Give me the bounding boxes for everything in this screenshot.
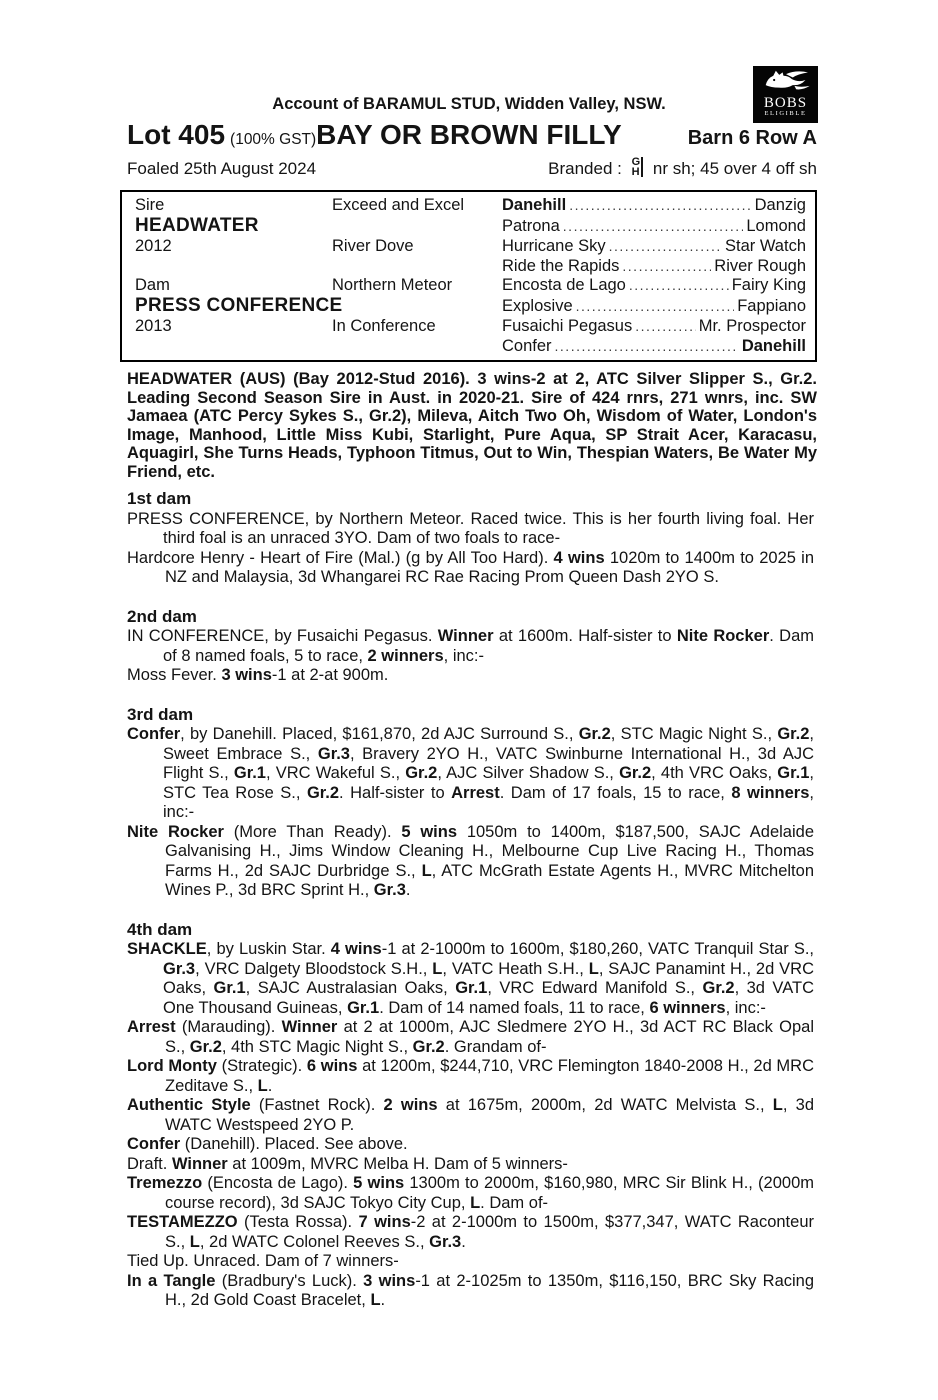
ancestor-parent: Lomond bbox=[746, 216, 806, 235]
dam-section-1 bbox=[127, 489, 814, 588]
pedigree-paragraph: Tremezzo (Encosta de Lago). 5 wins 1300m to 2000m, $160,980, MRC Sir Blink H., (2000m course record), 3d SAJC Tokyo City Cup, L. Dam of- bbox=[127, 1174, 814, 1212]
section-heading: 4th dam bbox=[127, 919, 193, 939]
dam-section-paragraphs bbox=[127, 725, 814, 901]
branded-info bbox=[548, 156, 817, 179]
section-heading: 2nd dam bbox=[127, 606, 197, 626]
title-bar bbox=[127, 119, 817, 151]
pedigree-row bbox=[502, 196, 806, 215]
pedigree-row bbox=[502, 217, 806, 236]
ancestor-name: Ride the Rapids bbox=[502, 256, 620, 275]
dot-leader bbox=[635, 317, 695, 336]
pedigree-paragraph: Tied Up. Unraced. Dam of 7 winners- bbox=[127, 1252, 399, 1270]
brand-mark-bottom: H bbox=[631, 166, 640, 178]
ancestor-parent: Mr. Prospector bbox=[698, 317, 806, 336]
dam-year: 2013 bbox=[135, 317, 172, 336]
pedigree-paragraph: In a Tangle (Bradbury's Luck). 3 wins-1 at 2-1025m to 1350m, $116,150, BRC Sky Racing H., 2d Gold Coast Bracelet, L. bbox=[127, 1271, 815, 1309]
ancestor-parent: Fappiano bbox=[737, 296, 806, 315]
sire-label: Sire bbox=[135, 196, 165, 215]
dot-leader bbox=[622, 257, 711, 276]
pedigree-paragraph: Draft. Winner at 1009m, MVRC Melba H. Dam of 5 winners- bbox=[127, 1154, 568, 1173]
gst-note: (100% GST) bbox=[230, 131, 317, 148]
dam-section-3 bbox=[127, 705, 814, 901]
pedigree-paragraph: Lord Monty (Strategic). 6 wins at 1200m, $244,710, VRC Flemington 1840-2008 H., 2d MRC Zeditave S., L. bbox=[127, 1057, 814, 1095]
pedigree-paragraph: IN CONFERENCE, by Fusaichi Pegasus. Winner at 1600m. Half-sister to Nite Rocker. Dam of 8 named foals, 5 to race, 2 winners, inc:- bbox=[127, 627, 814, 665]
section-heading: 1st dam bbox=[127, 489, 192, 508]
pedigree-row bbox=[502, 276, 806, 295]
dot-leader bbox=[563, 217, 744, 236]
ancestor-name: Explosive bbox=[502, 296, 573, 315]
horse-description-title: BAY OR BROWN FILLY bbox=[316, 119, 622, 150]
barn-position: Barn 6 Row A bbox=[687, 127, 817, 149]
branded-label: Branded : bbox=[548, 159, 627, 178]
ancestor-parent: Star Watch bbox=[725, 237, 806, 256]
dam-section-paragraphs bbox=[127, 940, 814, 1311]
sire-summary: HEADWATER (AUS) (Bay 2012-Stud 2016). 3 wins-2 at 2, ATC Silver Slipper S., Gr.2. Leading Second Season Sire in Aust. in 2020-21. Sire of 424 rnrs, 271 wnrs, inc. SW Jamaea (ATC Percy Sykes S., Gr.2), Mileva, Aitch Two Oh, Wisdom of Water, London's Image, Manhood, Little Miss Kubi, Starlight, Pure Aqua, SP Strait Acer, Karacasu, Aquagirl, She Turns Heads, Typhoon Titmus, Out to Win, Thespian Waters, Be Water My Friend, etc. bbox=[127, 370, 817, 481]
ancestor-parent: Danehill bbox=[741, 336, 806, 355]
bobs-title: BOBS bbox=[763, 95, 808, 111]
foaled-date: Foaled 25th August 2024 bbox=[127, 159, 317, 178]
pedigree-table bbox=[120, 190, 817, 362]
pedigree-paragraph: TESTAMEZZO (Testa Rossa). 7 wins-2 at 2-1000m to 1500m, $377,347, WATC Raconteur S., L, 2d WATC Colonel Reeves S., Gr.3. bbox=[127, 1213, 814, 1251]
bobs-horse-icon bbox=[760, 69, 812, 91]
dot-leader bbox=[576, 297, 735, 316]
bobs-subtitle: ELIGIBLE bbox=[764, 110, 807, 117]
ancestor-parent: Danzig bbox=[754, 196, 806, 215]
lot-number: Lot 405 bbox=[127, 119, 226, 150]
sire-dam: River Dove bbox=[332, 237, 414, 256]
foal-brand-bar bbox=[127, 156, 817, 179]
pedigree-paragraph: PRESS CONFERENCE, by Northern Meteor. Raced twice. This is her fourth living foal. Her third foal is an unraced 3YO. Dam of two foals to race- bbox=[127, 509, 814, 547]
pedigree-row bbox=[502, 297, 806, 316]
ancestor-name: Fusaichi Pegasus bbox=[502, 317, 633, 336]
dot-leader bbox=[555, 337, 739, 356]
pedigree-paragraph: Nite Rocker (More Than Ready). 5 wins 1050m to 1400m, $187,500, SAJC Adelaide Galvanising H., Jims Window Cleaning H., Melbourne Cup Live Racing H., Thomas Farms H., 2d SAJC Durbridge S., L, ATC McGrath Estate Agents H., MVRC Mitchelton Wines P., 3d BRC Sprint H., Gr.3. bbox=[127, 822, 815, 899]
dam-dam: In Conference bbox=[332, 317, 436, 336]
account-line: Account of BARAMUL STUD, Widden Valley, NSW. bbox=[272, 95, 666, 113]
pedigree-paragraph: Confer (Danehill). Placed. See above. bbox=[127, 1135, 408, 1153]
dot-leader bbox=[629, 276, 729, 295]
dam-sections bbox=[127, 489, 814, 1311]
pedigree-paragraph: SHACKLE, by Luskin Star. 4 wins-1 at 2-1000m to 1600m, $180,260, VATC Tranquil Star S., Gr.3, VRC Dalgety Bloodstock S.H., L, VATC Heath S.H., L, SAJC Panamint H., 2d VRC Oaks, Gr.1, SAJC Australasian Oaks, Gr.1, VRC Edward Manifold S., Gr.2, 3d VATC One Thousand Guineas, Gr.1. Dam of 14 named foals, 11 to race, 6 winners, inc:- bbox=[127, 940, 815, 1017]
pedigree-paragraph: Arrest (Marauding). Winner at 2 at 1000m, AJC Sledmere 2YO H., 3d ACT RC Black Opal S., Gr.2, 4th STC Magic Night S., Gr.2. Grandam of- bbox=[127, 1018, 814, 1056]
branded-location: nr sh; 45 over 4 off sh bbox=[648, 159, 817, 178]
ancestor-name: Patrona bbox=[502, 216, 560, 235]
pedigree-paragraph: Confer, by Danehill. Placed, $161,870, 2d AJC Surround S., Gr.2, STC Magic Night S., Gr.2, Sweet Embrace S., Gr.3, Bravery 2YO H., VATC Swinburne International H., 3d AJC Flight S., Gr.1, VRC Wakeful S., Gr.2, AJC Silver Shadow S., Gr.2, 4th VRC Oaks, Gr.1, STC Tea Rose S., Gr.2. Half-sister to Arrest. Dam of 17 foals, 15 to race, 8 winners, inc:- bbox=[127, 725, 815, 821]
dot-leader bbox=[569, 196, 751, 215]
pedigree-paragraph: Hardcore Henry - Heart of Fire (Mal.) (g by All Too Hard). 4 wins 1020m to 1400m to 2025 in NZ and Malaysia, 3d Whangarei RC Rae Racing Prom Queen Dash 2YO S. bbox=[127, 548, 814, 586]
pedigree-row bbox=[502, 237, 806, 256]
pedigree-paragraph: Moss Fever. 3 wins-1 at 2-at 900m. bbox=[127, 666, 389, 684]
dam-name: PRESS CONFERENCE bbox=[135, 295, 343, 317]
pedigree-paragraph: Authentic Style (Fastnet Rock). 2 wins at 1675m, 2000m, 2d WATC Melvista S., L, 3d WATC Westspeed 2YO P. bbox=[127, 1096, 815, 1134]
dam-section-2 bbox=[127, 607, 814, 686]
dam-sire: Northern Meteor bbox=[332, 276, 453, 295]
dam-section-paragraphs bbox=[127, 627, 814, 686]
ancestor-name: Confer bbox=[502, 336, 552, 355]
sire-sire: Exceed and Excel bbox=[332, 196, 465, 215]
pedigree-row bbox=[502, 317, 806, 336]
ancestor-name: Hurricane Sky bbox=[502, 237, 606, 256]
sire-name: HEADWATER bbox=[135, 215, 259, 237]
pedigree-row bbox=[502, 337, 806, 356]
ancestor-name: Encosta de Lago bbox=[502, 276, 626, 295]
ancestor-name: Danehill bbox=[502, 196, 567, 215]
ancestor-parent: River Rough bbox=[714, 256, 806, 275]
brand-mark bbox=[632, 157, 644, 177]
dam-section-4 bbox=[127, 920, 814, 1311]
pedigree-row bbox=[502, 257, 806, 276]
dam-section-paragraphs bbox=[127, 510, 814, 588]
dot-leader bbox=[609, 237, 722, 256]
brand-mark-top: G bbox=[631, 156, 641, 168]
sire-year: 2012 bbox=[135, 237, 172, 256]
ancestor-parent: Fairy King bbox=[731, 276, 806, 295]
section-heading: 3rd dam bbox=[127, 704, 194, 724]
dam-label: Dam bbox=[135, 276, 170, 295]
